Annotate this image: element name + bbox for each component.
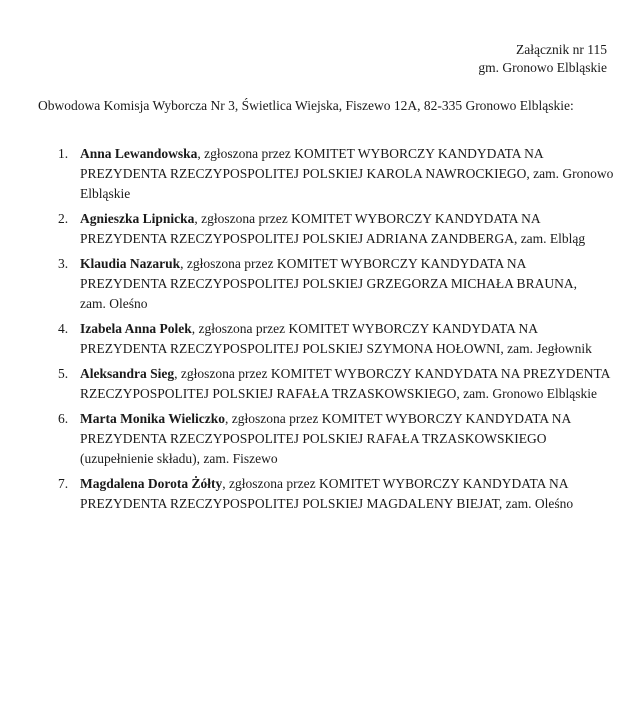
member-item	[58, 409, 613, 469]
member-name: Marta Monika Wieliczko	[80, 411, 225, 426]
member-first-line	[80, 411, 571, 426]
member-first-line	[80, 211, 541, 226]
member-text	[80, 254, 577, 314]
member-first-line	[80, 256, 526, 271]
member-item	[58, 319, 613, 359]
member-first-line	[80, 146, 544, 161]
member-text	[80, 364, 610, 404]
member-number: 6.	[58, 411, 69, 426]
annex-header	[478, 41, 607, 77]
member-item	[58, 144, 613, 204]
member-text	[80, 209, 585, 249]
member-line: PREZYDENTA RZECZYPOSPOLITEJ POLSKIEJ SZYMONA HOŁOWNI, zam. Jegłownik	[80, 341, 592, 356]
member-item	[58, 209, 613, 249]
member-name: Magdalena Dorota Żółty	[80, 476, 223, 491]
member-details: , zgłoszona przez KOMITET WYBORCZY KANDYDATA NA	[180, 256, 527, 271]
member-number: 4.	[58, 321, 69, 336]
member-text	[80, 474, 573, 514]
member-number: 2.	[58, 211, 69, 226]
member-list	[58, 144, 613, 519]
municipality-label: gm. Gronowo Elbląskie	[478, 60, 607, 75]
member-details: , zgłoszona przez KOMITET WYBORCZY KANDYDATA NA	[191, 321, 539, 336]
member-first-line	[80, 321, 538, 336]
member-name: Agnieszka Lipnicka	[80, 211, 195, 226]
commission-header: Obwodowa Komisja Wyborcza Nr 3, Świetlica Wiejska, Fiszewo 12A, 82-335 Gronowo Elbląskie:	[38, 98, 574, 113]
member-details: , zgłoszona przez KOMITET WYBORCZY KANDYDATA NA	[225, 411, 572, 426]
annex-number: Załącznik nr 115	[516, 42, 607, 57]
member-text	[80, 319, 592, 359]
member-item	[58, 474, 613, 514]
member-number: 3.	[58, 256, 69, 271]
member-line: PREZYDENTA RZECZYPOSPOLITEJ POLSKIEJ GRZEGORZA MICHAŁA BRAUNA,	[80, 276, 577, 291]
member-line: PREZYDENTA RZECZYPOSPOLITEJ POLSKIEJ RAFAŁA TRZASKOWSKIEGO	[80, 431, 547, 446]
member-line: PREZYDENTA RZECZYPOSPOLITEJ POLSKIEJ MAGDALENY BIEJAT, zam. Oleśno	[80, 496, 574, 511]
member-number: 7.	[58, 476, 69, 491]
member-name: Aleksandra Sieg	[80, 366, 175, 381]
member-line: (uzupełnienie składu), zam. Fiszewo	[80, 451, 278, 466]
member-line: PREZYDENTA RZECZYPOSPOLITEJ POLSKIEJ KAROLA NAWROCKIEGO, zam. Gronowo	[80, 166, 614, 181]
member-first-line	[80, 476, 569, 491]
member-text	[80, 409, 571, 469]
member-name: Anna Lewandowska	[80, 146, 198, 161]
member-line: RZECZYPOSPOLITEJ POLSKIEJ RAFAŁA TRZASKOWSKIEGO, zam. Gronowo Elbląskie	[80, 386, 597, 401]
member-number: 5.	[58, 366, 69, 381]
member-name: Klaudia Nazaruk	[80, 256, 181, 271]
member-name: Izabela Anna Polek	[80, 321, 192, 336]
member-item	[58, 254, 613, 314]
member-item	[58, 364, 613, 404]
member-details: , zgłoszona przez KOMITET WYBORCZY KANDYDATA NA	[194, 211, 541, 226]
member-line: Elbląskie	[80, 186, 131, 201]
member-details: , zgłoszona przez KOMITET WYBORCZY KANDYDATA NA	[222, 476, 569, 491]
member-details: , zgłoszona przez KOMITET WYBORCZY KANDYDATA NA PREZYDENTA	[174, 366, 611, 381]
member-details: , zgłoszona przez KOMITET WYBORCZY KANDYDATA NA	[197, 146, 544, 161]
member-line: PREZYDENTA RZECZYPOSPOLITEJ POLSKIEJ ADRIANA ZANDBERGA, zam. Elbląg	[80, 231, 586, 246]
member-number: 1.	[58, 146, 69, 161]
member-line: zam. Oleśno	[80, 296, 148, 311]
member-text	[80, 144, 613, 204]
member-first-line	[80, 366, 610, 381]
